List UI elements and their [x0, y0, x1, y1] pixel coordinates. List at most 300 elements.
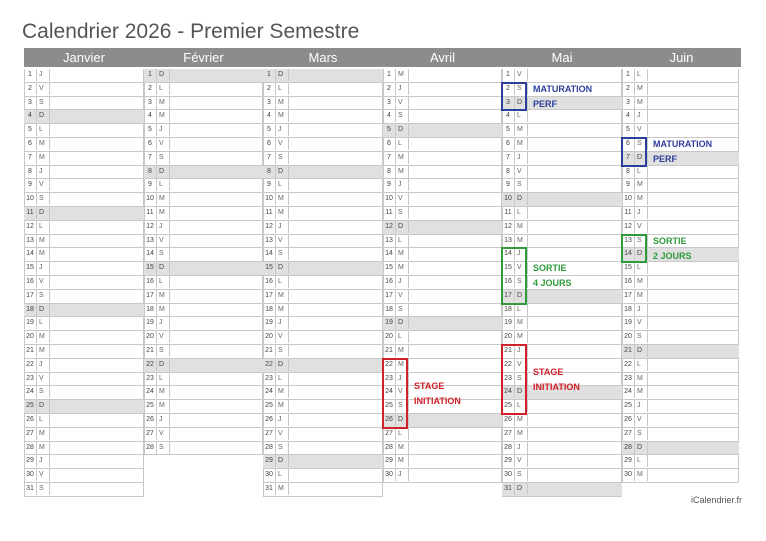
day-row[interactable]	[24, 483, 144, 497]
day-letter: V	[515, 69, 528, 81]
day-number: 16	[144, 276, 157, 288]
day-letter: M	[37, 331, 50, 343]
day-letter: D	[515, 290, 528, 302]
day-row[interactable]	[144, 317, 263, 331]
day-row[interactable]	[144, 124, 263, 138]
day-row[interactable]	[502, 138, 622, 152]
day-letter: V	[157, 428, 170, 440]
day-row[interactable]	[263, 331, 383, 345]
day-letter: S	[37, 290, 50, 302]
day-row[interactable]	[383, 442, 502, 455]
day-letter: S	[157, 152, 170, 164]
day-row[interactable]	[263, 290, 383, 304]
day-row[interactable]	[24, 428, 144, 442]
day-number: 17	[502, 290, 515, 302]
day-number: 11	[622, 207, 635, 219]
day-letter: L	[37, 221, 50, 233]
day-row[interactable]	[24, 179, 144, 193]
day-row[interactable]	[263, 69, 383, 83]
day-row[interactable]	[383, 207, 502, 221]
day-row[interactable]	[263, 179, 383, 193]
day-row[interactable]	[24, 207, 144, 221]
day-row[interactable]	[502, 414, 622, 428]
day-row[interactable]	[383, 83, 502, 97]
event-highlight-box[interactable]	[382, 358, 408, 429]
day-number: 19	[502, 317, 515, 329]
day-number: 27	[24, 428, 37, 440]
day-letter: J	[396, 276, 409, 288]
day-letter: V	[635, 124, 648, 136]
day-letter: V	[396, 97, 409, 109]
day-number: 13	[24, 235, 37, 247]
day-letter: M	[635, 83, 648, 95]
day-number: 5	[144, 124, 157, 136]
day-row[interactable]	[263, 152, 383, 166]
day-letter: V	[396, 193, 409, 205]
day-row[interactable]	[144, 331, 263, 345]
day-letter: D	[515, 97, 528, 109]
day-letter: S	[37, 386, 50, 398]
day-row[interactable]	[622, 345, 739, 359]
day-row[interactable]	[144, 276, 263, 290]
day-row[interactable]	[144, 428, 263, 442]
day-row[interactable]	[263, 400, 383, 414]
day-row[interactable]	[144, 138, 263, 152]
day-row[interactable]	[383, 262, 502, 276]
day-row[interactable]	[144, 304, 263, 317]
day-number: 9	[502, 179, 515, 191]
day-number: 19	[622, 317, 635, 329]
day-row[interactable]	[263, 124, 383, 138]
day-number: 28	[502, 442, 515, 454]
day-row[interactable]	[622, 69, 739, 83]
day-number: 11	[383, 207, 396, 219]
event-highlight-box[interactable]	[501, 82, 527, 111]
day-letter: M	[396, 442, 409, 454]
day-row[interactable]	[383, 248, 502, 262]
day-row[interactable]	[383, 428, 502, 442]
day-number: 29	[24, 455, 37, 467]
day-number: 3	[24, 97, 37, 109]
day-number: 27	[383, 428, 396, 440]
day-row[interactable]	[263, 304, 383, 317]
day-row[interactable]	[502, 166, 622, 179]
day-row[interactable]	[383, 290, 502, 304]
day-letter: J	[157, 317, 170, 329]
day-row[interactable]	[144, 262, 263, 276]
day-letter: M	[37, 235, 50, 247]
day-row[interactable]	[263, 235, 383, 248]
day-letter: V	[37, 83, 50, 95]
day-row[interactable]	[383, 193, 502, 207]
day-number: 18	[263, 304, 276, 316]
day-letter: S	[396, 110, 409, 122]
day-row[interactable]	[383, 138, 502, 152]
day-letter: M	[37, 345, 50, 357]
day-letter: M	[515, 235, 528, 247]
day-row[interactable]	[383, 166, 502, 179]
day-letter: L	[515, 207, 528, 219]
day-number: 23	[263, 373, 276, 385]
day-row[interactable]	[502, 179, 622, 193]
day-row[interactable]	[383, 304, 502, 317]
day-row[interactable]	[263, 345, 383, 359]
day-row[interactable]	[622, 166, 739, 179]
day-letter: M	[515, 138, 528, 150]
day-number: 3	[502, 97, 515, 109]
day-row[interactable]	[383, 124, 502, 138]
day-number: 25	[383, 400, 396, 412]
day-letter: S	[157, 248, 170, 260]
day-row[interactable]	[24, 166, 144, 179]
day-letter: S	[37, 483, 50, 495]
day-letter: M	[276, 400, 289, 412]
day-letter: J	[396, 179, 409, 191]
day-number: 16	[622, 276, 635, 288]
day-row[interactable]	[622, 110, 739, 124]
day-row[interactable]	[502, 193, 622, 207]
day-row[interactable]	[502, 317, 622, 331]
day-row[interactable]	[24, 262, 144, 276]
day-row[interactable]	[383, 69, 502, 83]
day-row[interactable]	[24, 124, 144, 138]
day-row[interactable]	[383, 97, 502, 110]
day-row[interactable]	[383, 152, 502, 166]
day-number: 11	[24, 207, 37, 219]
day-number: 1	[144, 69, 157, 81]
day-row[interactable]	[144, 386, 263, 400]
day-number: 4	[144, 110, 157, 122]
day-row[interactable]	[263, 359, 383, 373]
day-row[interactable]	[622, 262, 739, 276]
day-row[interactable]	[24, 331, 144, 345]
day-row[interactable]	[502, 69, 622, 83]
day-number: 30	[383, 469, 396, 481]
day-row[interactable]	[24, 317, 144, 331]
day-row[interactable]	[144, 152, 263, 166]
day-number: 14	[24, 248, 37, 260]
day-letter: S	[37, 97, 50, 109]
day-row[interactable]	[263, 138, 383, 152]
day-row[interactable]	[383, 221, 502, 235]
day-number: 31	[502, 483, 515, 495]
day-row[interactable]	[263, 386, 383, 400]
day-row[interactable]	[144, 179, 263, 193]
day-number: 15	[622, 262, 635, 274]
day-number: 17	[622, 290, 635, 302]
day-row[interactable]	[383, 469, 502, 483]
day-row[interactable]	[24, 359, 144, 373]
day-row[interactable]	[144, 235, 263, 248]
day-letter: L	[37, 124, 50, 136]
day-number: 7	[144, 152, 157, 164]
day-number: 21	[622, 345, 635, 357]
day-number: 2	[24, 83, 37, 95]
day-number: 21	[383, 345, 396, 357]
day-row[interactable]	[502, 207, 622, 221]
day-row[interactable]	[144, 359, 263, 373]
event-label: 2 JOURS	[653, 251, 692, 261]
day-row[interactable]	[263, 221, 383, 235]
day-letter: S	[157, 345, 170, 357]
day-row[interactable]	[144, 400, 263, 414]
day-row[interactable]	[502, 110, 622, 124]
day-row[interactable]	[383, 331, 502, 345]
day-number: 28	[24, 442, 37, 454]
event-highlight-box[interactable]	[501, 344, 527, 415]
day-row[interactable]	[263, 207, 383, 221]
day-letter: L	[37, 414, 50, 426]
day-row[interactable]	[24, 248, 144, 262]
day-row[interactable]	[24, 469, 144, 483]
day-number: 7	[263, 152, 276, 164]
day-number: 2	[144, 83, 157, 95]
day-row[interactable]	[24, 152, 144, 166]
day-row[interactable]	[622, 290, 739, 304]
day-row[interactable]	[383, 235, 502, 248]
day-row[interactable]	[24, 69, 144, 83]
day-row[interactable]	[144, 290, 263, 304]
day-letter: D	[515, 483, 528, 495]
day-row[interactable]	[24, 193, 144, 207]
day-number: 2	[383, 83, 396, 95]
day-row[interactable]	[622, 400, 739, 414]
day-row[interactable]	[144, 207, 263, 221]
day-number: 8	[622, 166, 635, 178]
day-number: 8	[383, 166, 396, 178]
day-row[interactable]	[502, 455, 622, 469]
day-row[interactable]	[263, 483, 383, 497]
day-letter: S	[276, 345, 289, 357]
day-row[interactable]	[24, 83, 144, 97]
day-letter: L	[396, 331, 409, 343]
day-number: 31	[24, 483, 37, 495]
day-row[interactable]	[622, 386, 739, 400]
day-row[interactable]	[24, 442, 144, 455]
day-letter: J	[635, 110, 648, 122]
day-row[interactable]	[263, 166, 383, 179]
day-number: 3	[383, 97, 396, 109]
day-row[interactable]	[144, 97, 263, 110]
day-letter: J	[37, 359, 50, 371]
event-highlight-box[interactable]	[621, 234, 647, 263]
day-row[interactable]	[622, 221, 739, 235]
day-row[interactable]	[263, 248, 383, 262]
day-row[interactable]	[144, 193, 263, 207]
day-row[interactable]	[24, 373, 144, 386]
day-row[interactable]	[263, 110, 383, 124]
day-number: 29	[383, 455, 396, 467]
day-row[interactable]	[24, 221, 144, 235]
day-row[interactable]	[502, 483, 622, 497]
day-number: 14	[502, 248, 515, 260]
day-row[interactable]	[24, 455, 144, 469]
day-letter: M	[396, 69, 409, 81]
day-row[interactable]	[144, 442, 263, 455]
day-row[interactable]	[24, 414, 144, 428]
day-row[interactable]	[383, 455, 502, 469]
day-row[interactable]	[622, 179, 739, 193]
day-row[interactable]	[502, 331, 622, 345]
day-letter: J	[515, 345, 528, 357]
day-number: 20	[502, 331, 515, 343]
event-label: PERF	[533, 99, 558, 109]
day-number: 24	[622, 386, 635, 398]
day-row[interactable]	[622, 414, 739, 428]
day-row[interactable]	[622, 317, 739, 331]
day-row[interactable]	[263, 193, 383, 207]
day-letter: M	[396, 455, 409, 467]
day-row[interactable]	[24, 290, 144, 304]
day-number: 18	[502, 304, 515, 316]
day-number: 26	[383, 414, 396, 426]
day-row[interactable]	[622, 359, 739, 373]
day-letter: D	[157, 262, 170, 274]
day-number: 23	[502, 373, 515, 385]
day-letter: D	[635, 442, 648, 454]
day-number: 5	[24, 124, 37, 136]
day-row[interactable]	[383, 276, 502, 290]
day-row[interactable]	[24, 386, 144, 400]
day-row[interactable]	[622, 97, 739, 110]
day-row[interactable]	[383, 110, 502, 124]
day-number: 23	[144, 373, 157, 385]
day-row[interactable]	[622, 83, 739, 97]
day-row[interactable]	[263, 262, 383, 276]
day-row[interactable]	[144, 248, 263, 262]
day-row[interactable]	[144, 373, 263, 386]
day-row[interactable]	[383, 179, 502, 193]
day-number: 5	[622, 124, 635, 136]
day-number: 22	[144, 359, 157, 371]
event-highlight-box[interactable]	[501, 247, 527, 305]
day-row[interactable]	[622, 276, 739, 290]
day-letter: L	[396, 138, 409, 150]
day-row[interactable]	[144, 69, 263, 83]
day-row[interactable]	[24, 345, 144, 359]
day-number: 30	[263, 469, 276, 481]
day-number: 10	[622, 193, 635, 205]
day-row[interactable]	[622, 442, 739, 455]
day-letter: D	[515, 193, 528, 205]
day-row[interactable]	[24, 304, 144, 317]
day-number: 24	[502, 386, 515, 398]
day-row[interactable]	[24, 400, 144, 414]
day-letter: M	[635, 97, 648, 109]
day-row[interactable]	[502, 428, 622, 442]
day-letter: L	[157, 83, 170, 95]
day-row[interactable]	[144, 166, 263, 179]
day-letter: M	[396, 262, 409, 274]
day-letter: J	[276, 124, 289, 136]
day-row[interactable]	[144, 83, 263, 97]
day-row[interactable]	[263, 469, 383, 483]
day-row[interactable]	[383, 317, 502, 331]
day-number: 6	[383, 138, 396, 150]
day-row[interactable]	[263, 455, 383, 469]
day-row[interactable]	[263, 428, 383, 442]
day-row[interactable]	[263, 276, 383, 290]
day-row[interactable]	[502, 124, 622, 138]
day-row[interactable]	[263, 442, 383, 455]
day-row[interactable]	[502, 469, 622, 483]
day-letter: J	[37, 262, 50, 274]
day-letter: S	[515, 373, 528, 385]
day-letter: L	[276, 469, 289, 481]
day-number: 26	[502, 414, 515, 426]
day-row[interactable]	[502, 221, 622, 235]
day-row[interactable]	[24, 235, 144, 248]
day-row[interactable]	[622, 331, 739, 345]
day-row[interactable]	[263, 414, 383, 428]
day-row[interactable]	[622, 207, 739, 221]
day-letter: M	[157, 386, 170, 398]
day-letter: L	[635, 262, 648, 274]
day-letter: D	[37, 110, 50, 122]
day-row[interactable]	[24, 276, 144, 290]
day-letter: M	[276, 386, 289, 398]
day-row[interactable]	[622, 428, 739, 442]
day-row[interactable]	[502, 442, 622, 455]
day-letter: V	[515, 166, 528, 178]
day-number: 21	[502, 345, 515, 357]
day-row[interactable]	[383, 345, 502, 359]
day-row[interactable]	[263, 373, 383, 386]
day-letter: L	[635, 359, 648, 371]
day-letter: J	[276, 414, 289, 426]
day-row[interactable]	[502, 304, 622, 317]
day-row[interactable]	[24, 97, 144, 110]
day-row[interactable]	[144, 414, 263, 428]
day-number: 26	[622, 414, 635, 426]
day-number: 25	[502, 400, 515, 412]
day-row[interactable]	[502, 152, 622, 166]
day-letter: M	[37, 248, 50, 260]
day-number: 23	[383, 373, 396, 385]
day-row[interactable]	[24, 138, 144, 152]
day-row[interactable]	[622, 373, 739, 386]
event-label: SORTIE	[653, 236, 687, 246]
day-row[interactable]	[622, 455, 739, 469]
day-letter: S	[276, 442, 289, 454]
day-letter: M	[515, 317, 528, 329]
day-number: 15	[383, 262, 396, 274]
day-row[interactable]	[263, 97, 383, 110]
day-row[interactable]	[144, 221, 263, 235]
day-number: 6	[24, 138, 37, 150]
day-row[interactable]	[144, 345, 263, 359]
day-row[interactable]	[24, 110, 144, 124]
day-number: 12	[502, 221, 515, 233]
day-letter: D	[157, 69, 170, 81]
day-letter: V	[157, 331, 170, 343]
day-row[interactable]	[622, 124, 739, 138]
day-row[interactable]	[622, 469, 739, 483]
day-letter: S	[396, 400, 409, 412]
day-letter: S	[635, 331, 648, 343]
day-row[interactable]	[263, 83, 383, 97]
day-row[interactable]	[144, 110, 263, 124]
day-row[interactable]	[263, 317, 383, 331]
day-number: 25	[622, 400, 635, 412]
event-highlight-box[interactable]	[621, 137, 647, 167]
day-row[interactable]	[622, 304, 739, 317]
day-letter: M	[515, 331, 528, 343]
day-letter: J	[157, 221, 170, 233]
day-row[interactable]	[622, 193, 739, 207]
day-letter: M	[515, 414, 528, 426]
event-label: MATURATION	[653, 139, 713, 149]
